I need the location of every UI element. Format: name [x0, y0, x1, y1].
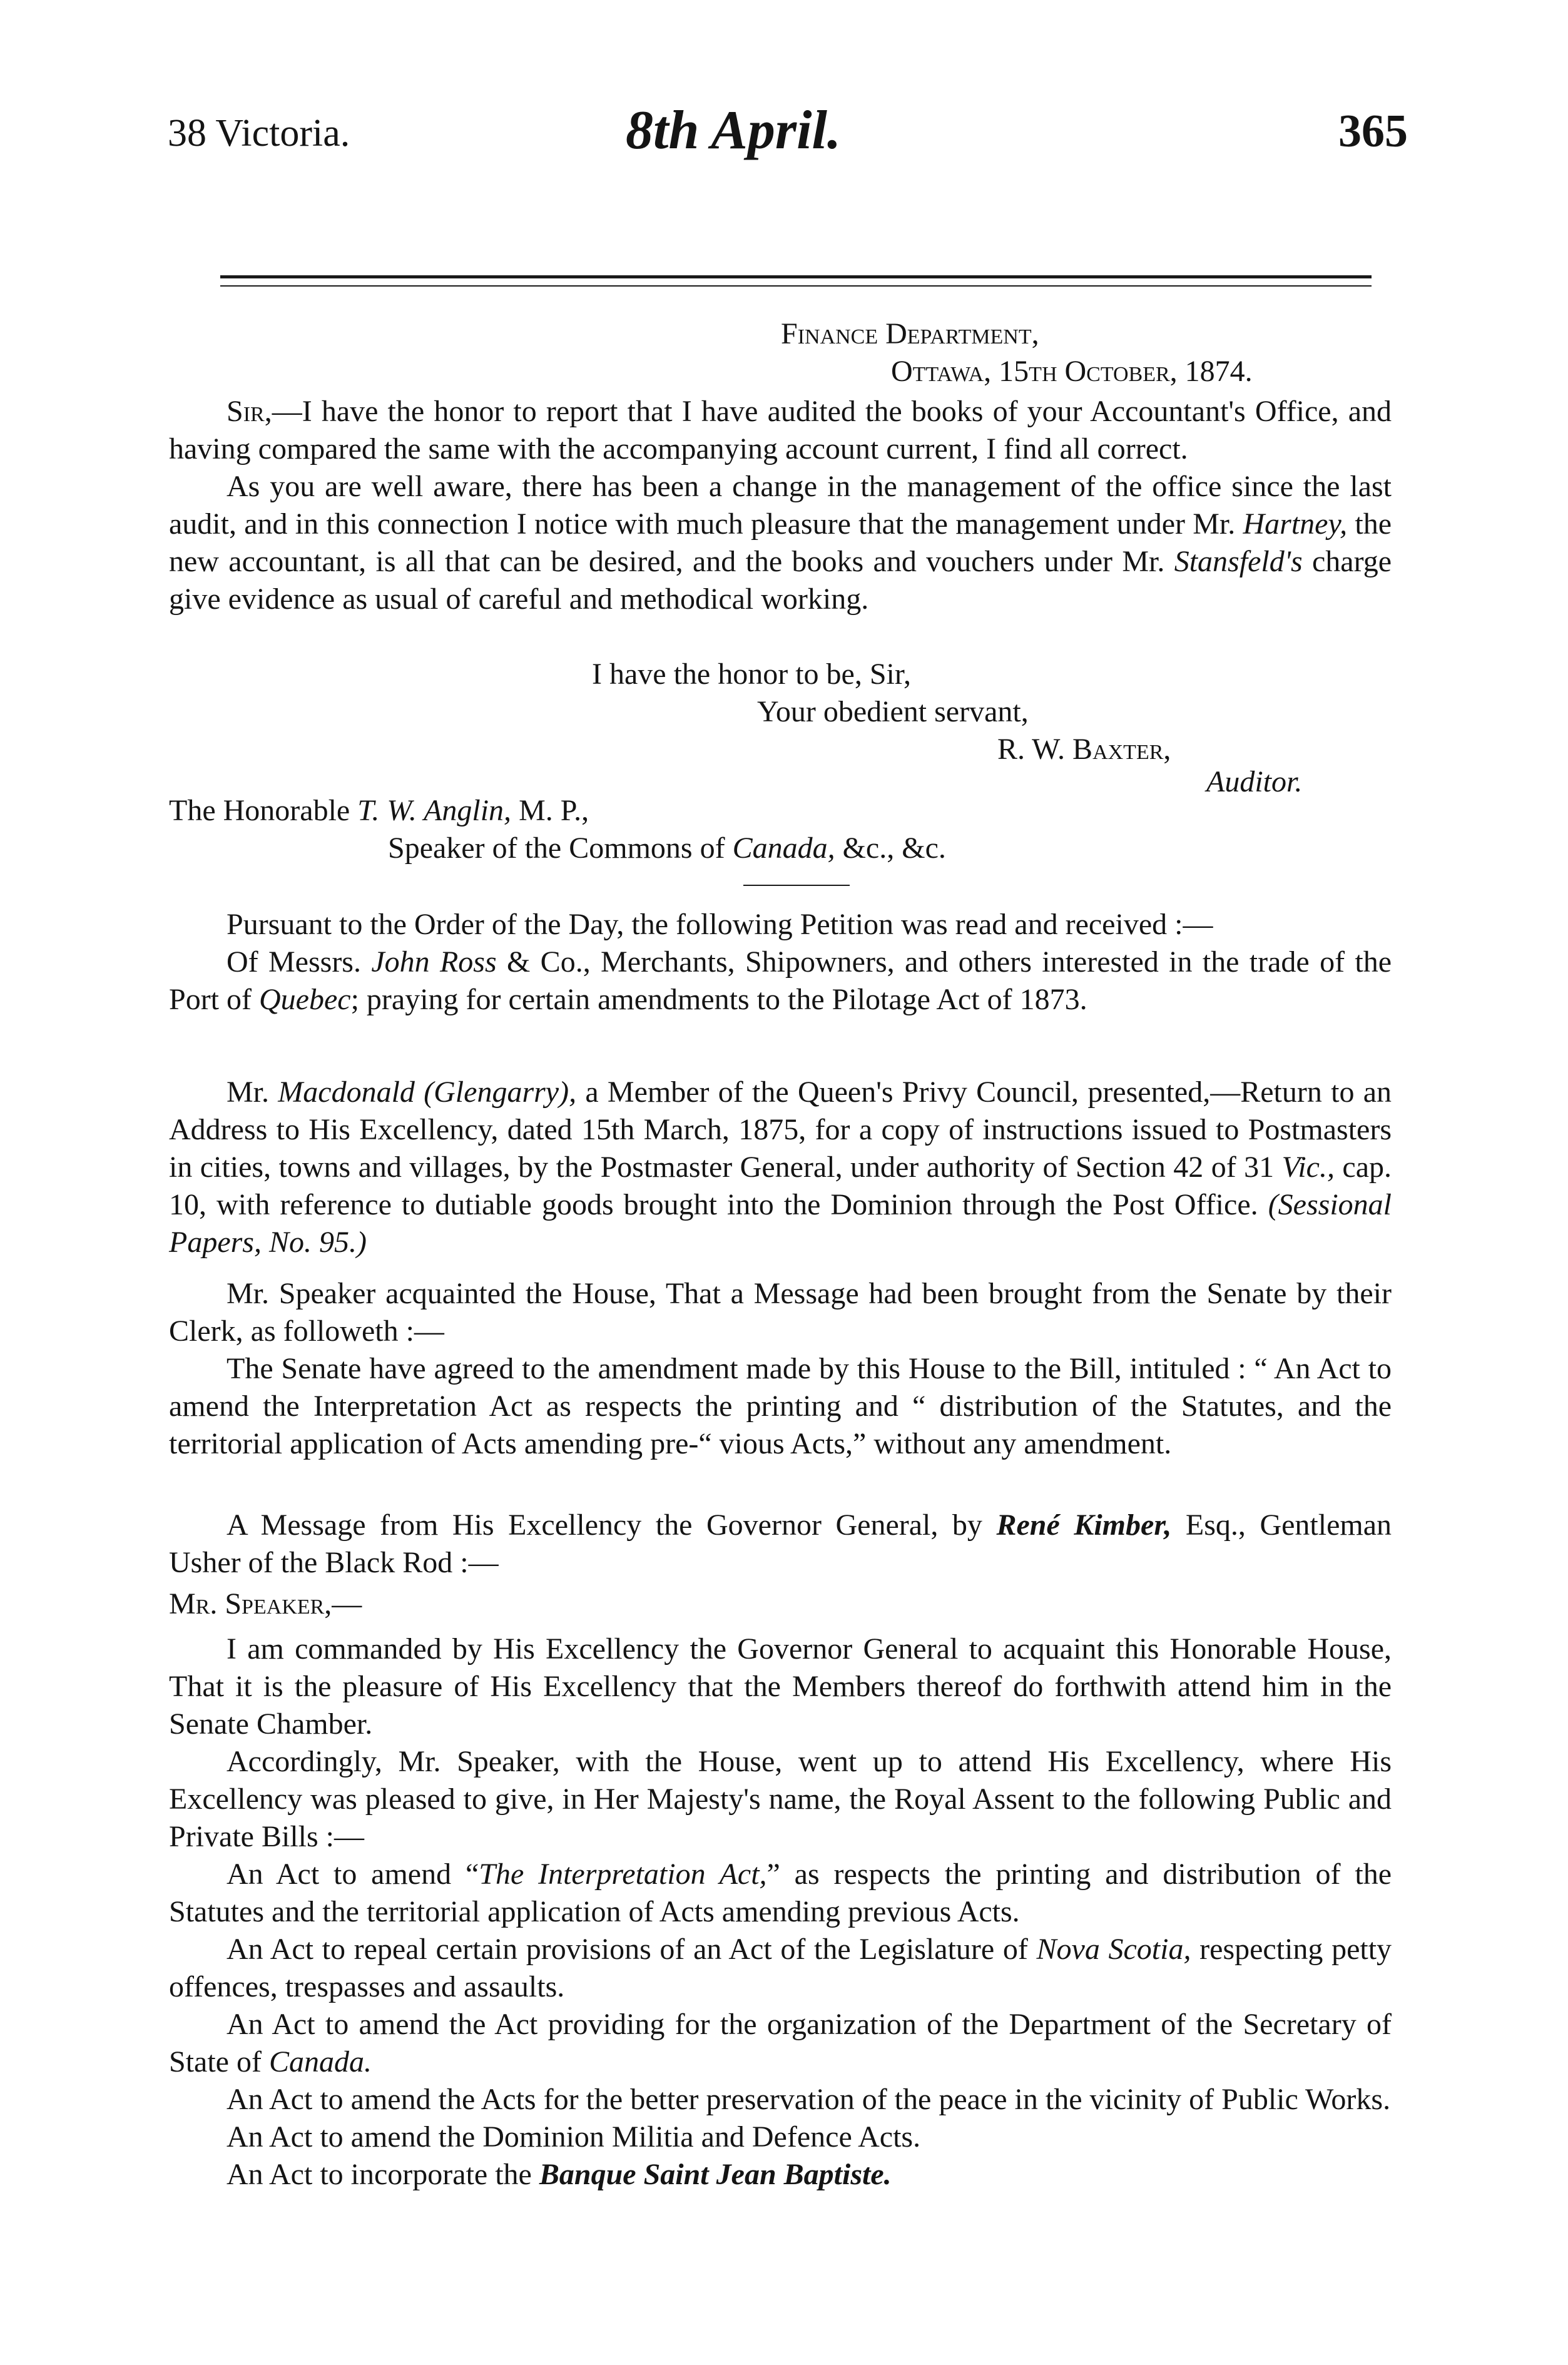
petition-text-c: ; praying for certain amendments to the Pilotage Act of 1873.	[350, 983, 1087, 1016]
bill-5: An Act to amend the Dominion Militia and Defence Acts.	[227, 2120, 921, 2154]
petition-name: John Ross	[371, 945, 497, 979]
letter-closing-1: I have the honor to be, Sir,	[592, 658, 911, 691]
addressee-line2-text-b: &c., &c.	[842, 832, 946, 865]
petition-section	[169, 906, 1392, 1019]
header-rule-thin	[220, 285, 1372, 287]
bill-2	[169, 1931, 1392, 2006]
letter-signature: R. W. Baxter,	[997, 733, 1171, 766]
bill-1-text-b: ” as respects the printing and distribution of the Statutes and the territorial application of Acts amending previous Acts.	[169, 1858, 1392, 1928]
bill-1-text-a: An Act to amend “	[227, 1858, 479, 1891]
governor-text-b: Esq., Gentleman Usher of the Black Rod :—	[169, 1508, 1392, 1579]
return-paragraph	[169, 1074, 1392, 1261]
bill-6	[169, 2156, 1392, 2194]
bill-2-text-a: An Act to repeal certain provisions of an Act of the Legislature of	[227, 1933, 1028, 1966]
addressee-text-a: The Honorable	[169, 794, 350, 827]
addressee-line2-place: Canada,	[732, 832, 835, 865]
addressee-text-b: M. P.,	[519, 794, 589, 827]
return-text-c: cap. 10, with reference to dutiable goods brought into the Dominion through the Post Office.	[169, 1151, 1392, 1221]
letter-p2-name-hartney: Hartney,	[1243, 507, 1348, 541]
bill-2-text-b: respecting petty offences, trespasses and assaults.	[169, 1933, 1392, 2003]
letter-department: Finance Department,	[781, 317, 1039, 350]
petition-detail	[169, 943, 1392, 1019]
bill-4: An Act to amend the Acts for the better preservation of the peace in the vicinity of Public Works.	[227, 2083, 1391, 2116]
letter-addressee-line-1	[169, 793, 589, 828]
senate-message: The Senate have agreed to the amendment made by this House to the Bill, intituled : “ An Act to amend the Interpretation Act as respects the printing and “ distribution of the Statutes, and the territorial application of Acts amending pre-“ vious Acts,” without any amendment.	[169, 1352, 1392, 1460]
return-section	[169, 1074, 1392, 1261]
governor-paragraph-1: I am commanded by His Excellency the Governor General to acquaint this Honorable House, That it is the pleasure of His Excellency that the Members thereof do forthwith attend him in the Senate Chamber.	[169, 1632, 1392, 1741]
letter-addressee-line-2	[388, 831, 946, 865]
return-text-a: Mr.	[227, 1076, 270, 1109]
addressee-line2-text-a: Speaker of the Commons of	[388, 832, 725, 865]
letter-signature-title: Auditor.	[1206, 765, 1303, 798]
governor-usher-name: René Kimber,	[996, 1508, 1172, 1542]
header-page-number: 365	[1338, 106, 1408, 157]
letter-p2-text-c: charge give evidence as usual of careful and methodical working.	[169, 545, 1392, 616]
petition-text-a: Of Messrs.	[227, 945, 361, 979]
petition-intro: Pursuant to the Order of the Day, the following Petition was read and received :—	[227, 908, 1213, 941]
return-text-b: a Member of the Queen's Privy Council, presented,—Return to an Address to His Excellency, dated 15th March, 1875, for a copy of instructions issued to Postmasters in cities, towns and villages, by the Postmaster General, under authority of Section 42 of 31	[169, 1076, 1392, 1184]
bill-3-place: Canada.	[268, 2045, 372, 2078]
letter-body	[169, 393, 1392, 618]
section-divider	[743, 885, 850, 886]
return-vic: Vic.,	[1281, 1151, 1335, 1184]
letter-closing-2: Your obedient servant,	[757, 695, 1029, 728]
letter-place-date: Ottawa, 15th October, 1874.	[891, 355, 1253, 388]
letter-paragraph-1-text: —I have the honor to report that I have audited the books of your Accountant's Office, and having compared the same with the accompanying account current, I find all correct.	[169, 395, 1392, 465]
letter-paragraph-1	[169, 393, 1392, 468]
letter-paragraph-2	[169, 468, 1392, 618]
letter-p2-name-stansfeld: Stansfeld's	[1174, 545, 1303, 578]
header-rule-thick	[220, 275, 1372, 278]
header-session: 38 Victoria.	[168, 112, 350, 155]
senate-section	[169, 1275, 1392, 1463]
bill-1-title: The Interpretation Act,	[479, 1858, 767, 1891]
governor-text-a: A Message from His Excellency the Governor General, by	[227, 1508, 982, 1542]
letter-salutation: Sir,	[227, 395, 272, 428]
senate-intro: Mr. Speaker acquainted the House, That a Message had been brought from the Senate by their Clerk, as followeth :—	[169, 1277, 1392, 1348]
governor-intro	[169, 1507, 1392, 1582]
return-member-name: Macdonald (Glengarry),	[278, 1076, 577, 1109]
bill-3	[169, 2006, 1392, 2081]
bill-3-text-a: An Act to amend the Act providing for the organization of the Department of the Secretary of State of	[169, 2008, 1392, 2078]
bill-1	[169, 1856, 1392, 1931]
addressee-name: T. W. Anglin,	[357, 794, 512, 827]
petition-text-b: & Co., Merchants, Shipowners, and others interested in the trade of the Port of	[169, 945, 1392, 1016]
petition-place: Quebec	[259, 983, 351, 1016]
letter-p2-text-a: As you are well aware, there has been a change in the management of the office since the last audit, and in this connection I notice with much pleasure that the management under Mr.	[169, 470, 1392, 541]
header-date: 8th April.	[626, 100, 841, 161]
return-sessional-paper: (Sessional Papers, No. 95.)	[169, 1188, 1392, 1259]
bill-6-text-a: An Act to incorporate the	[227, 2158, 532, 2191]
letter-p2-text-b: the new accountant, is all that can be desired, and the books and vouchers under Mr.	[169, 507, 1392, 578]
bill-6-name: Banque Saint Jean Baptiste.	[539, 2158, 892, 2191]
governor-salutation: Mr. Speaker,—	[169, 1587, 362, 1620]
governor-paragraph-2: Accordingly, Mr. Speaker, with the House, went up to attend His Excellency, where His Excellency was pleased to give, in Her Majesty's name, the Royal Assent to the following Public and Private Bills :—	[169, 1745, 1392, 1853]
governor-section	[169, 1507, 1392, 2194]
bill-2-place: Nova Scotia,	[1036, 1933, 1191, 1966]
